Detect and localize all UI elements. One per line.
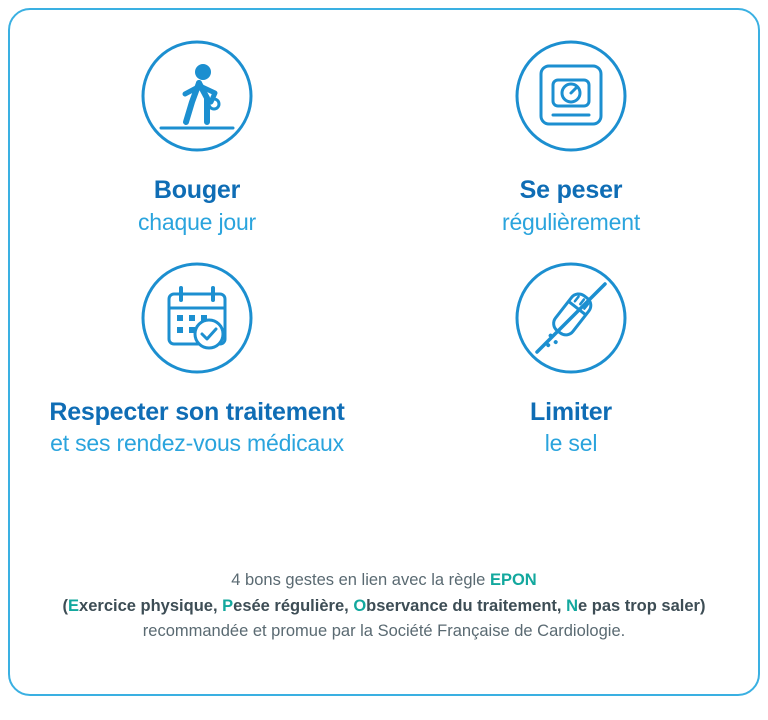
tiles-grid <box>10 36 758 457</box>
footer-line-2 <box>10 594 758 620</box>
bathroom-scale-icon <box>511 36 631 156</box>
footer-text-saler: e pas trop saler) <box>577 596 706 615</box>
tile-label <box>138 176 256 236</box>
tile-secondary-label: régulièrement <box>501 208 641 235</box>
tile-primary-label: Respecter son traitement <box>49 397 345 426</box>
footer-line-1-text: 4 bons gestes en lien avec la règle <box>231 571 490 589</box>
calendar-check-icon <box>137 258 257 378</box>
tile-label <box>502 176 640 236</box>
no-salt-shaker-icon <box>511 258 631 378</box>
tile-secondary-label: chaque jour <box>138 208 256 235</box>
footer-accent-n: N <box>566 596 578 615</box>
footer-accent-e: E <box>68 596 80 615</box>
info-card <box>8 8 760 696</box>
footer-accent-p: P <box>222 596 234 615</box>
tile-limiter-sel <box>384 258 758 458</box>
footer-accent-o: O <box>353 596 367 615</box>
tile-bouger <box>10 36 384 236</box>
footer-text-observance: bservance du traitement, <box>366 596 567 615</box>
footer-line-1 <box>10 568 758 594</box>
walking-person-icon <box>137 36 257 156</box>
tile-label <box>530 398 612 458</box>
tile-primary-label: Bouger <box>153 176 241 204</box>
tile-respecter-traitement <box>10 258 384 458</box>
footer-epon-accent: EPON <box>489 571 537 589</box>
tile-secondary-label: et ses rendez-vous médicaux <box>50 430 344 457</box>
footer-line-3: recommandée et promue par la Société Française de Cardiologie. <box>142 622 626 641</box>
tile-primary-label: Limiter <box>530 397 612 426</box>
footer-paren-open: ( <box>62 596 69 615</box>
tile-se-peser <box>384 36 758 236</box>
tile-label <box>49 398 344 458</box>
tile-primary-label: Se peser <box>519 176 623 204</box>
tile-secondary-label: le sel <box>544 430 598 457</box>
footer-note <box>10 568 758 645</box>
footer-text-exercice: xercice physique, <box>79 596 223 615</box>
footer-text-pesee: esée régulière, <box>233 596 354 615</box>
